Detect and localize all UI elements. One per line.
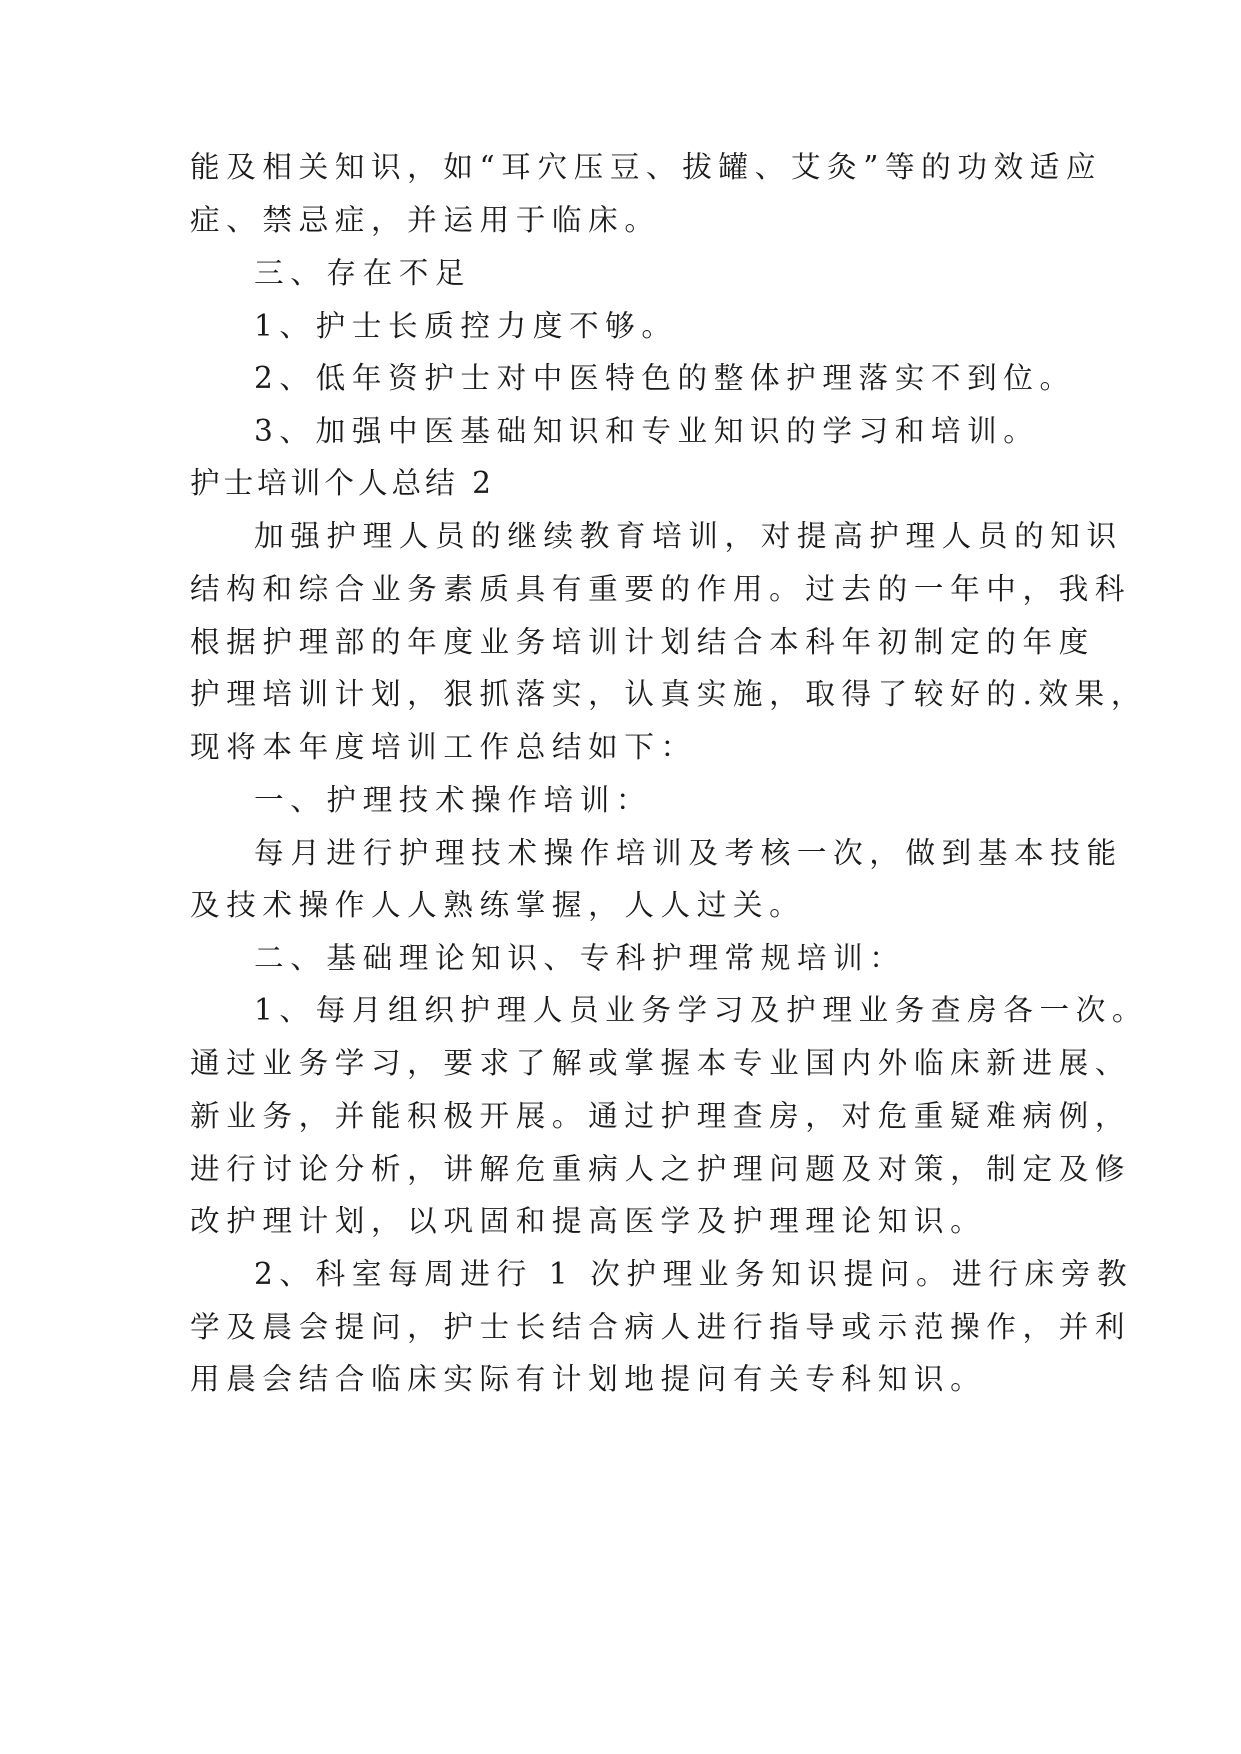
paragraph-line: 新业务，并能积极开展。通过护理查房，对危重疑难病例， [190, 1099, 1132, 1133]
section-heading: 二、基础理论知识、专科护理常规培训： [254, 941, 906, 975]
section-heading: 三、存在不足 [254, 256, 472, 290]
paragraph-line: 护理培训计划，狠抓落实，认真实施，取得了较好的.效果， [190, 677, 1148, 711]
paragraph-line: 学及晨会提问，护士长结合病人进行指导或示范操作，并利 [190, 1310, 1132, 1344]
list-item: 2、科室每周进行 1 次护理业务知识提问。进行床旁教 [254, 1257, 1134, 1291]
section-heading: 一、护理技术操作培训： [254, 783, 653, 817]
list-item: 2、低年资护士对中医特色的整体护理落实不到位。 [254, 361, 1076, 395]
paragraph-line: 改护理计划，以巩固和提高医学及护理理论知识。 [190, 1204, 987, 1238]
paragraph-line: 进行讨论分析，讲解危重病人之护理问题及对策，制定及修 [190, 1152, 1132, 1186]
list-item: 3、加强中医基础知识和专业知识的学习和培训。 [254, 414, 1040, 448]
paragraph-line: 现将本年度培训工作总结如下： [190, 730, 697, 764]
paragraph-line: 用晨会结合临床实际有计划地提问有关专科知识。 [190, 1362, 987, 1396]
paragraph-line: 结构和综合业务素质具有重要的作用。过去的一年中，我科 [190, 572, 1132, 606]
document-title: 护士培训个人总结 2 [190, 466, 495, 500]
list-item: 1、每月组织护理人员业务学习及护理业务查房各一次。 [254, 993, 1149, 1027]
paragraph-line: 每月进行护理技术操作培训及考核一次，做到基本技能 [254, 836, 1123, 870]
paragraph-line: 及技术操作人人熟练掌握，人人过关。 [190, 888, 806, 922]
paragraph-line: 通过业务学习，要求了解或掌握本专业国内外临床新进展、 [190, 1046, 1132, 1080]
paragraph-line: 根据护理部的年度业务培训计划结合本科年初制定的年度 [190, 625, 1095, 659]
paragraph-line: 能及相关知识，如“耳穴压豆、拔罐、艾灸”等的功效适应 [190, 150, 1103, 184]
list-item: 1、护士长质控力度不够。 [254, 309, 678, 343]
paragraph-line: 加强护理人员的继续教育培训，对提高护理人员的知识 [254, 519, 1123, 553]
paragraph-line: 症、禁忌症，并运用于临床。 [190, 203, 661, 237]
